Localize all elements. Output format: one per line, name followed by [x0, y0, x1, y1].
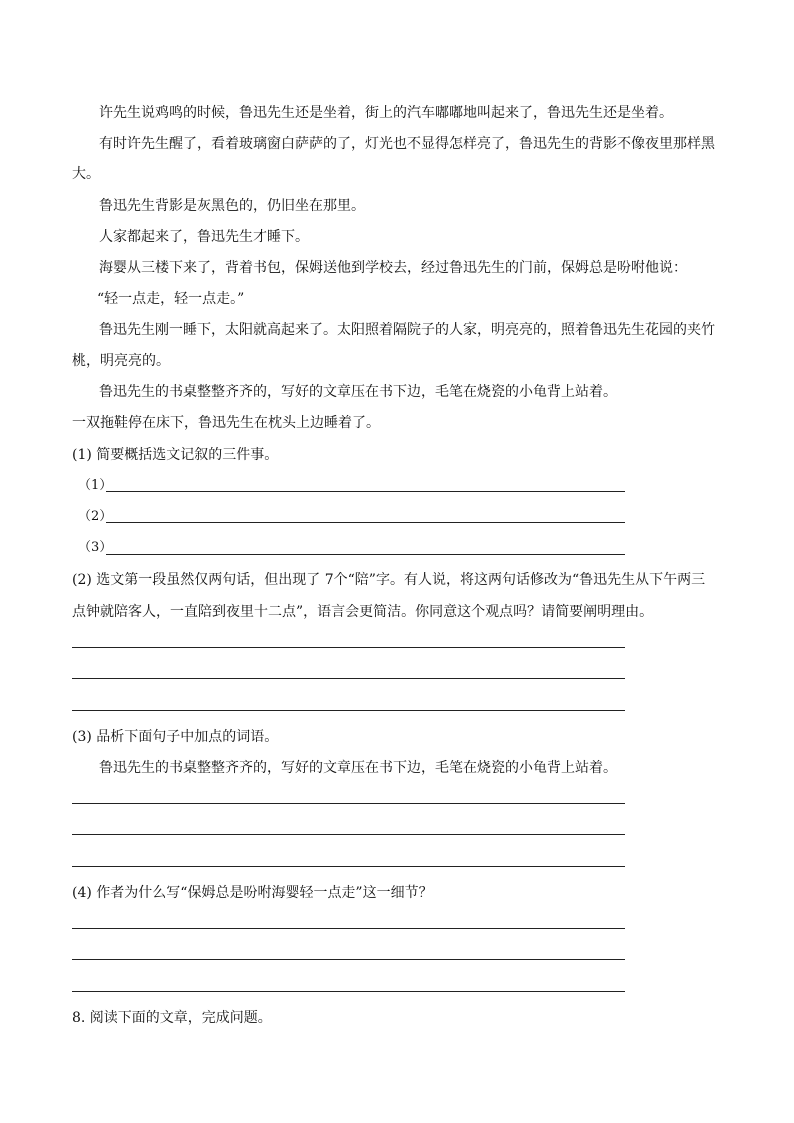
- passage-line-8: 鲁迅先生刚一睡下，太阳就高起来了。太阳照着隔院子的人家，明亮亮的，照着鲁迅先生花园的夹竹: [99, 322, 715, 338]
- q3-answer-line-3[interactable]: [72, 866, 625, 867]
- next-section-heading: 8. 阅读下面的文章，完成问题。: [72, 1010, 272, 1026]
- passage-line-5: 人家都起来了，鲁迅先生才睡下。: [99, 229, 309, 245]
- q1-answer-label-2: （2）: [78, 509, 113, 524]
- q2-answer-line-1[interactable]: [72, 647, 625, 648]
- q1-answer-label-1: （1）: [78, 478, 113, 493]
- q4-answer-line-1[interactable]: [72, 928, 625, 929]
- passage-line-1: 许先生说鸡鸣的时候，鲁迅先生还是坐着，街上的汽车嘟嘟地叫起来了，鲁迅先生还是坐着。: [99, 105, 673, 121]
- q1-answer-line-1[interactable]: [106, 491, 625, 492]
- q1-answer-line-2[interactable]: [106, 522, 625, 523]
- q4-answer-line-3[interactable]: [72, 991, 625, 992]
- passage-line-9: 桃，明亮亮的。: [72, 353, 170, 369]
- passage-line-6: 海婴从三楼下来了，背着书包，保姆送他到学校去，经过鲁迅先生的门前，保姆总是吩咐他说：: [99, 260, 687, 276]
- passage-line-4: 鲁迅先生背影是灰黑色的，仍旧坐在那里。: [99, 198, 365, 214]
- passage-line-10: 鲁迅先生的书桌整整齐齐的，写好的文章压在书下边，毛笔在烧瓷的小龟背上站着。: [99, 384, 617, 400]
- passage-line-7: “轻一点走，轻一点走。”: [97, 291, 245, 307]
- question-2-line-2: 点钟就陪客人，一直陪到夜里十二点”，语言会更简洁。你同意这个观点吗？请简要阐明理由。: [72, 604, 654, 620]
- q1-answer-label-3: （3）: [78, 540, 113, 555]
- q4-answer-line-2[interactable]: [72, 959, 625, 960]
- passage-line-11: 一双拖鞋停在床下，鲁迅先生在枕头上边睡着了。: [72, 415, 380, 431]
- question-3-text: (3) 品析下面句子中加点的词语。: [72, 729, 279, 745]
- passage-line-3: 大。: [72, 166, 100, 182]
- q3-answer-line-1[interactable]: [72, 803, 625, 804]
- q2-answer-line-2[interactable]: [72, 678, 625, 679]
- question-3-quote: 鲁迅先生的书桌整整齐齐的，写好的文章压在书下边，毛笔在烧瓷的小龟背上站着。: [99, 760, 617, 776]
- q3-answer-line-2[interactable]: [72, 834, 625, 835]
- question-4-text: (4) 作者为什么写“保姆总是吩咐海婴轻一点走”这一细节？: [72, 885, 433, 901]
- question-1-text: (1) 简要概括选文记叙的三件事。: [72, 447, 279, 463]
- q1-answer-line-3[interactable]: [106, 554, 625, 555]
- passage-line-2: 有时许先生醒了，看着玻璃窗白萨萨的了，灯光也不显得怎样亮了，鲁迅先生的背影不像夜里那样黑: [99, 136, 715, 152]
- q2-answer-line-3[interactable]: [72, 710, 625, 711]
- question-2-line-1: (2) 选文第一段虽然仅两句话，但出现了 7个“陪”字。有人说，将这两句话修改为“鲁迅先生从下午两三: [72, 572, 706, 588]
